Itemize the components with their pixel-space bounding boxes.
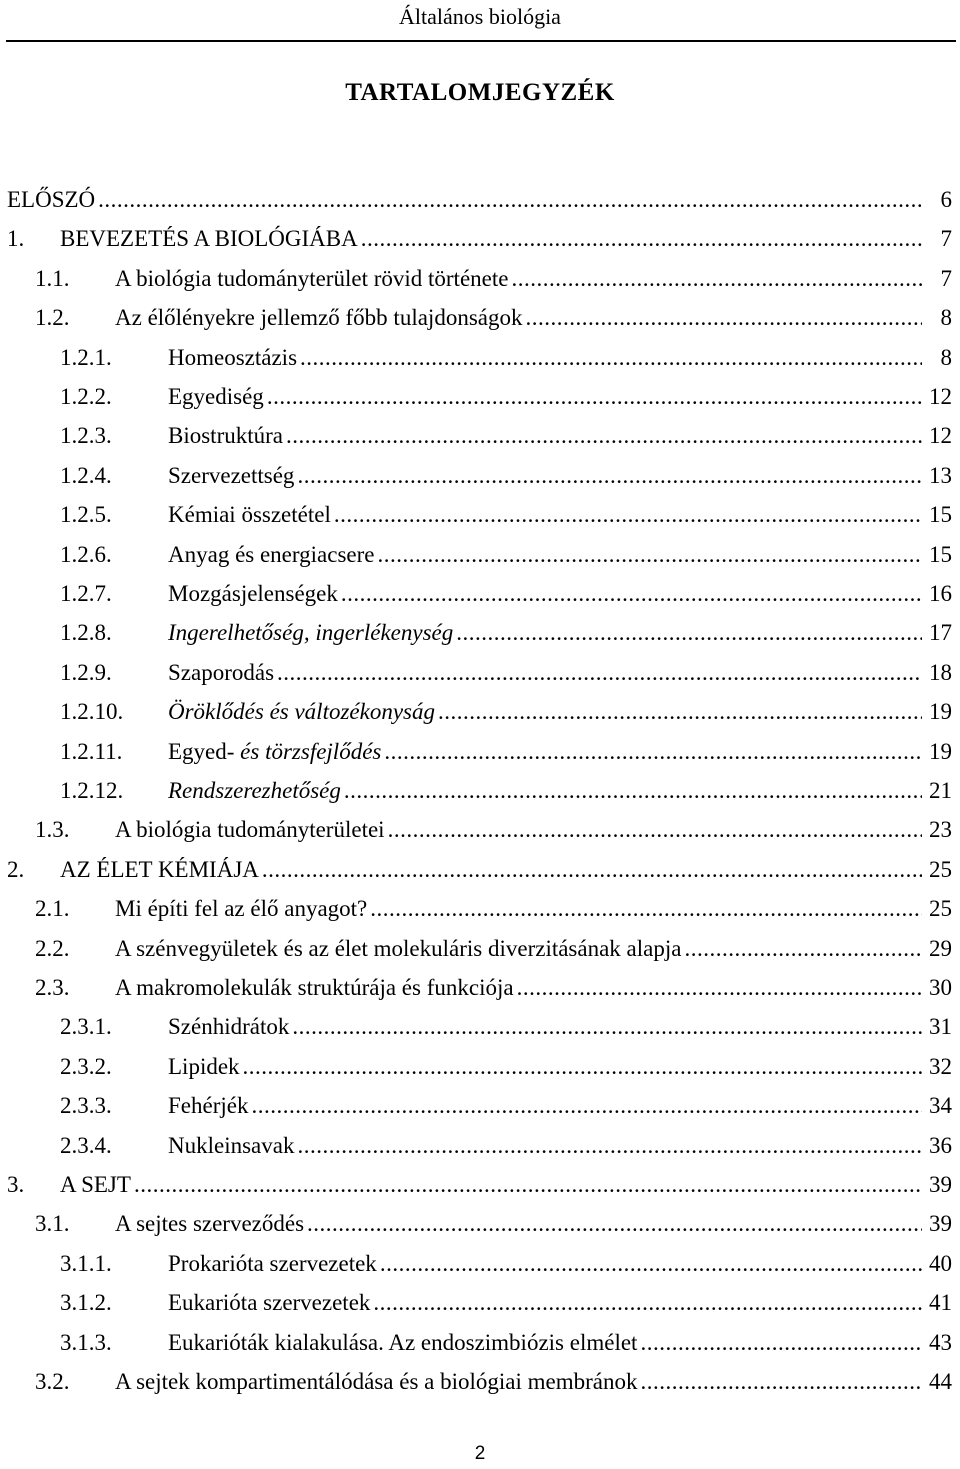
dot-leader [267, 377, 922, 416]
toc-entry-page: 25 [929, 856, 952, 882]
toc-entry-page: 8 [940, 305, 952, 331]
toc-entry-page: 39 [929, 1172, 952, 1197]
toc-entry-page: 6 [940, 187, 952, 212]
toc-entry[interactable] [0, 219, 960, 258]
running-header: Általános biológia [399, 4, 561, 29]
toc-entry-title: Szénhidrátok [168, 1014, 290, 1040]
toc-entry-title: A makromolekulák struktúrája és funkciója [115, 975, 514, 1000]
toc-entry-page: 21 [929, 778, 952, 803]
toc-entry-page: 44 [929, 1369, 952, 1394]
toc-entry-title: Az élőlényekre jellemző főbb tulajdonságok [115, 305, 523, 331]
toc-entry-number: 1.2.1. [60, 344, 112, 370]
dot-leader [388, 810, 922, 849]
toc-entry-page: 15 [929, 502, 952, 528]
dot-leader [134, 1165, 922, 1204]
toc-entry[interactable] [0, 771, 960, 810]
toc-entry[interactable] [0, 1047, 960, 1086]
toc-entry-number: 1.3. [35, 817, 70, 843]
dot-leader [297, 456, 922, 495]
toc-entry-number: 2.1. [35, 896, 70, 922]
toc-entry-title: Anyag és energiacsere [168, 541, 375, 567]
toc-entry[interactable] [0, 613, 960, 652]
toc-entry[interactable] [0, 1244, 960, 1283]
toc-entry-number: 1.2.8. [60, 620, 112, 646]
toc-entry[interactable] [0, 416, 960, 455]
toc-entry-page: 31 [929, 1014, 952, 1040]
toc-entry-number: 1.1. [35, 265, 70, 291]
toc-entry[interactable] [0, 810, 960, 849]
toc-entry[interactable] [0, 692, 960, 731]
dot-leader [243, 1047, 922, 1086]
toc-entry-number: 3.2. [35, 1369, 70, 1394]
toc-entry-number: 2.2. [35, 935, 70, 961]
toc-entry-page: 15 [929, 541, 952, 567]
toc-entry[interactable] [0, 732, 960, 771]
toc-entry[interactable] [0, 1204, 960, 1243]
toc-entry-page: 23 [929, 817, 952, 843]
toc-entry-number: 2.3.1. [60, 1014, 112, 1040]
dot-leader [517, 968, 922, 1007]
toc-entry[interactable] [0, 298, 960, 337]
dot-leader [377, 535, 922, 574]
toc-entry-number: 2.3.2. [60, 1053, 112, 1079]
toc-entry[interactable] [0, 456, 960, 495]
toc-entry-title: Eukarióta szervezetek [168, 1290, 371, 1316]
toc-entry-page: 8 [940, 344, 952, 370]
toc-entry-page: 36 [929, 1132, 952, 1158]
toc-entry[interactable] [0, 1007, 960, 1046]
toc-entry[interactable] [0, 1283, 960, 1322]
dot-leader [292, 1007, 922, 1046]
toc-entry-title: Kémiai összetétel [168, 502, 331, 528]
toc-entry-number: 1.2.7. [60, 581, 112, 606]
toc-entry-title-plain: Egyed- [168, 738, 241, 764]
page-number: 2 [474, 1443, 486, 1464]
toc-entry-title: Mozgásjelenségek [168, 581, 338, 606]
toc-entry-number: 1.2.6. [60, 541, 112, 567]
dot-leader [640, 1323, 922, 1362]
toc-entry-page: 30 [929, 975, 952, 1000]
dot-leader [373, 1283, 922, 1322]
toc-entry-page: 32 [929, 1053, 952, 1079]
toc-entry-title: Mi építi fel az élő anyagot? [115, 896, 368, 922]
toc-entry-number: 1.2.10. [60, 699, 124, 725]
dot-leader [341, 574, 922, 613]
toc-entry[interactable] [0, 1126, 960, 1165]
toc-entry-number: 3. [7, 1172, 25, 1197]
dot-leader [684, 929, 922, 968]
toc-entry-page: 12 [929, 423, 952, 449]
dot-leader [251, 1086, 922, 1125]
toc-entry[interactable] [0, 1165, 960, 1204]
dot-leader [297, 1126, 922, 1165]
toc-entry-title: A SEJT [60, 1172, 131, 1197]
dot-leader [361, 219, 922, 258]
toc-entry-page: 18 [929, 659, 952, 685]
toc-entry-title: Eukarióták kialakulása. Az endoszimbiózis elmélet [168, 1329, 638, 1355]
toc-entry-number: 3.1.1. [60, 1250, 112, 1276]
toc-entry-title: Ingerelhetőség, ingerlékenység [168, 620, 454, 646]
dot-leader [300, 338, 922, 377]
toc-entry-title: Egyediség [168, 384, 264, 409]
toc-entry[interactable] [0, 653, 960, 692]
toc-entry-title: A biológia tudományterületei [115, 817, 385, 843]
dot-leader [262, 850, 922, 889]
toc-entry[interactable] [0, 1362, 960, 1401]
toc-entry-number: 1. [7, 226, 25, 252]
toc-entry[interactable] [0, 850, 960, 889]
toc-entry[interactable] [0, 889, 960, 928]
dot-leader [640, 1362, 922, 1401]
toc-entry-number: 3.1.3. [60, 1329, 112, 1355]
toc-entry[interactable] [0, 259, 960, 298]
toc-entry[interactable] [0, 929, 960, 968]
dot-leader [307, 1204, 922, 1243]
toc-entry-page: 41 [929, 1290, 952, 1316]
toc-entry-number: 1.2.9. [60, 659, 112, 685]
toc-entry-title: Rendszerezhetőség [168, 778, 341, 803]
toc-entry[interactable] [0, 495, 960, 534]
toc-entry-number: 1.2.12. [60, 778, 124, 803]
toc-entry-page: 29 [929, 935, 952, 961]
dot-leader [511, 259, 922, 298]
header-rule [6, 40, 956, 42]
toc-entry-number: 1.2.3. [60, 423, 112, 449]
toc-entry-number: 1.2.4. [60, 462, 112, 488]
toc-entry[interactable] [0, 574, 960, 613]
toc-entry-number: 2.3.3. [60, 1093, 112, 1119]
toc-entry-title: Szervezettség [168, 462, 295, 488]
toc-entry-title: Fehérjék [168, 1093, 249, 1119]
toc-entry-title: A szénvegyületek és az élet molekuláris diverzitásának alapja [115, 935, 682, 961]
toc-entry-page: 12 [929, 384, 952, 409]
toc-entry-page: 7 [940, 265, 952, 291]
toc-entry[interactable] [0, 1323, 960, 1362]
toc-entry-page: 43 [929, 1329, 952, 1355]
toc-entry[interactable] [0, 535, 960, 574]
toc-entry-title: Nukleinsavak [168, 1132, 295, 1158]
toc-entry-number: 2.3. [35, 975, 70, 1000]
toc-entry-title: BEVEZETÉS A BIOLÓGIÁBA [60, 226, 358, 252]
toc-entry-number: 2.3.4. [60, 1132, 112, 1158]
toc-entry-title: Homeosztázis [168, 344, 298, 370]
toc-entry-title: Szaporodás [168, 659, 275, 685]
toc-entry-number: 1.2.2. [60, 384, 112, 409]
toc-entry-title-italic: és törzsfejlődés [240, 738, 382, 764]
toc-entry-number: 3.1. [35, 1211, 70, 1237]
toc-entry[interactable] [0, 968, 960, 1007]
toc-entry-page: 34 [929, 1093, 952, 1119]
dot-leader [98, 180, 922, 219]
toc-entry-number: 1.2.11. [60, 738, 123, 764]
toc-entry-title: A sejtek kompartimentálódása és a biológiai membránok [115, 1369, 638, 1394]
toc-entry-page: 40 [929, 1250, 952, 1276]
dot-leader [438, 692, 922, 731]
toc-entry-page: 13 [929, 462, 952, 488]
toc-entry-number: 3.1.2. [60, 1290, 112, 1316]
toc-entry-page: 19 [929, 699, 952, 725]
toc-entry-page: 19 [929, 738, 952, 764]
page-title: TARTALOMJEGYZÉK [345, 79, 615, 106]
dot-leader [525, 298, 922, 337]
toc-entry-page: 7 [940, 226, 952, 252]
toc-entry-number: 1.2.5. [60, 502, 112, 528]
toc-entry-page: 39 [929, 1211, 952, 1237]
dot-leader [334, 495, 922, 534]
toc-entry-title: A sejtes szerveződés [115, 1211, 305, 1237]
toc-entry-title: AZ ÉLET KÉMIÁJA [60, 856, 259, 882]
toc-entry-title [168, 732, 381, 771]
dot-leader [370, 889, 922, 928]
dot-leader [456, 613, 922, 652]
toc-entry[interactable] [0, 1086, 960, 1125]
toc-entry[interactable] [0, 377, 960, 416]
dot-leader [384, 732, 922, 771]
dot-leader [286, 416, 922, 455]
toc-entry[interactable] [0, 180, 960, 219]
toc-entry-title: Lipidek [168, 1053, 240, 1079]
toc-entry-title: ELŐSZÓ [7, 187, 96, 212]
toc-entry-title: Prokarióta szervezetek [168, 1250, 377, 1276]
toc-entry[interactable] [0, 338, 960, 377]
toc-entry-page: 17 [929, 620, 952, 646]
toc-entry-title: Biostruktúra [168, 423, 283, 449]
dot-leader [344, 771, 922, 810]
toc-entry-number: 1.2. [35, 305, 70, 331]
toc-entry-page: 25 [929, 896, 952, 922]
toc-entry-title: A biológia tudományterület rövid története [115, 265, 509, 291]
toc-entry-page: 16 [929, 581, 952, 606]
dot-leader [277, 653, 922, 692]
toc-entry-number: 2. [7, 856, 25, 882]
toc-entry-title: Öröklődés és változékonyság [168, 699, 435, 725]
dot-leader [380, 1244, 922, 1283]
